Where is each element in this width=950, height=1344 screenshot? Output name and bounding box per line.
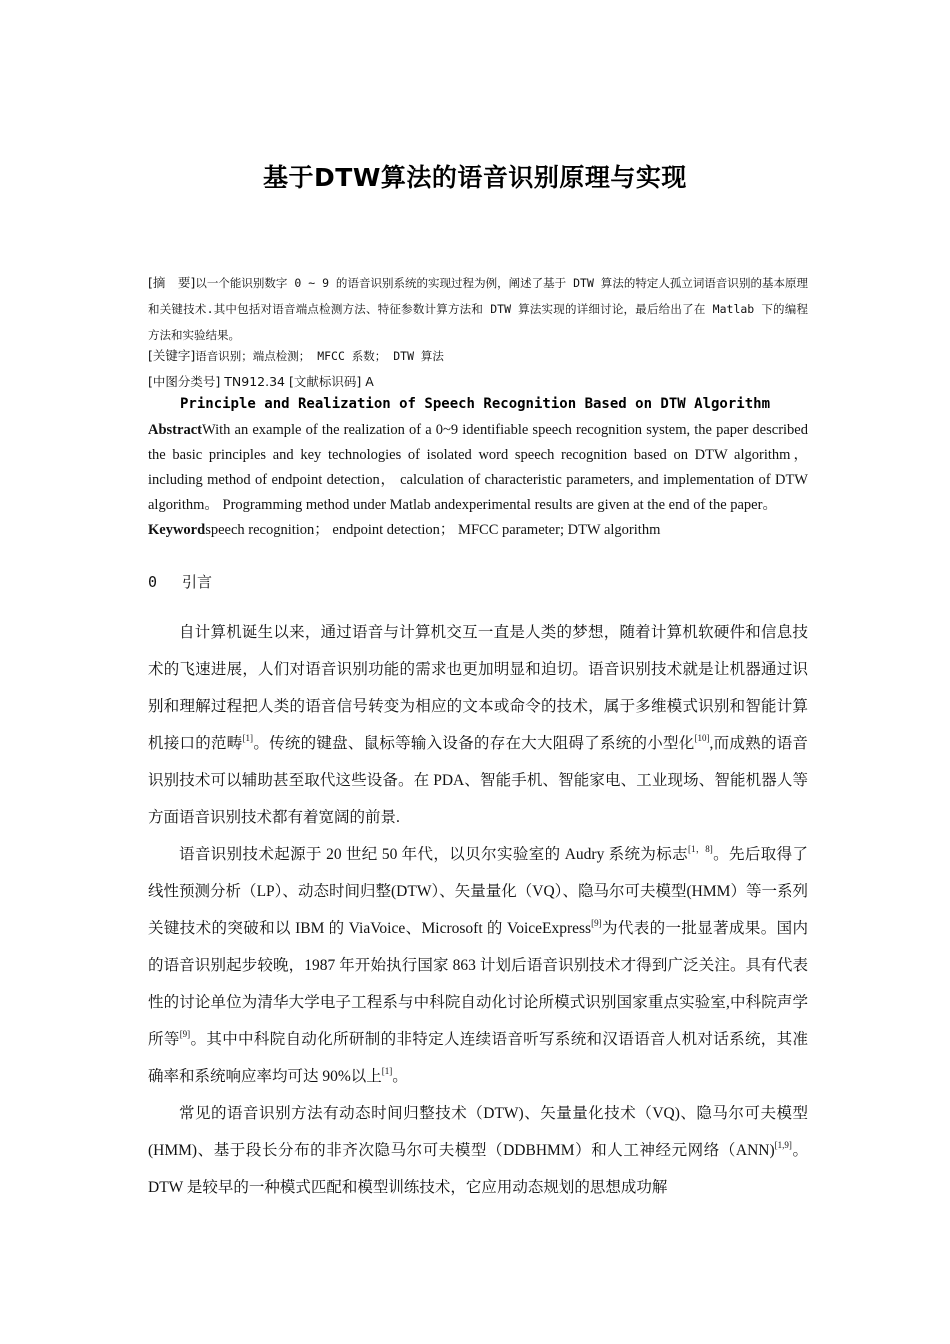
abstract-cn [148,270,808,348]
citation: [1，8] [687,844,713,854]
citation: [1] [242,733,254,743]
p2-text-c: 为代表的一批显著成果。国内的语音识别起步较晚，1987 年开始执行国家 863 计划后语音识别技术才得到广泛关注。具有代表性的讨论单位为清华大学电子工程系与中科院自动化讨论所模式识别国家重点实验室,中科院声学所等 [148,920,808,1048]
keywords-en-block [148,518,808,543]
abstract-en-text: With an example of the realization of a 0~9 identifiable speech recognition system, the paper described the basic principles and key technologies of isolated word speech recognition based on DTW algorithm，including method of endpoint detection， calculation of characteristic parameters, and implementation of DTW algorithm。 Programming method under Matlab andexperimental results are given at the end of the paper。 [148,422,808,513]
keywords-en-text: speech recognition； endpoint detection； MFCC parameter; DTW algorithm [205,522,661,538]
citation: [1,9] [774,1140,792,1150]
clc-label: [中图分类号] [148,374,221,389]
section-number: 0 [148,573,158,591]
abstract-cn-label: [摘 要] [148,275,196,290]
abstract-en-label: Abstract [148,422,202,438]
citation: [9] [591,918,602,928]
citation: [9] [179,1029,191,1039]
abstract-en-block [148,418,808,518]
keywords-cn [148,346,808,364]
paper-title: 基于DTW算法的语音识别原理与实现 [263,163,687,192]
p1-text-a: 自计算机诞生以来，通过语音与计算机交互一直是人类的梦想，随着计算机软硬件和信息技术的飞速进展，人们对语音识别功能的需求也更加明显和迫切。语音识别技术就是让机器通过识别和理解过程把人类的语音信号转变为相应的文本或命令的技术，属于多维模式识别和智能计算机接口的范畴 [148,624,808,752]
p3-text-a: 常见的语音识别方法有动态时间归整技术（DTW)、矢量量化技术（VQ)、隐马尔可夫模型(HMM)、基于段长分布的非齐次隐马尔可夫模型（DDBHMM）和人工神经元网络（ANN) [148,1105,808,1159]
classification-line [148,372,808,390]
paragraph-3 [148,1095,808,1206]
p1-text-b: 。传统的键盘、鼠标等输入设备的存在大大阻碍了系统的小型化 [253,735,695,752]
p3-text-b: 。DTW 是较早的一种模式匹配和模型训练技术，它应用动态规划的思想成功解 [148,1142,808,1196]
abstract-cn-text: 以一个能识别数字 0 ~ 9 的语音识别系统的实现过程为例，阐述了基于 DTW 算法的特定人孤立词语音识别的基本原理和关键技术.其中包括对语音端点检测方法、特征参数计算方法和 DTW 算法实现的详细讨论，最后给出了在 Matlab 下的编程方法和实验结果。 [148,276,808,342]
section-heading [148,571,212,592]
doc-code-label: [文献标识码] [288,374,362,389]
doc-code-value: A [365,374,374,389]
clc-value: TN912.34 [224,374,285,389]
citation: [10] [694,733,710,743]
p2-text-b: 。先后取得了线性预测分析（LP）、动态时间归整(DTW）、矢量量化（VQ）、隐马尔可夫模型(HMM）等一系列关键技术的突破和以 IBM 的 ViaVoice、Microsoft 的 VoiceExpress [148,846,809,937]
p2-text-e: 。 [392,1068,408,1085]
body-text [148,614,808,1206]
section-title: 引言 [182,573,213,591]
keywords-en-label: Keyword [148,522,206,538]
p1-text-c: ,而成熟的语音识别技术可以辅助甚至取代这些设备。在 PDA、智能手机、智能家电、工业现场、智能机器人等方面语音识别技术都有着宽阔的前景. [148,735,808,826]
abstract-en [148,418,808,543]
paragraph-2 [148,836,808,1095]
p2-text-d: 。其中中科院自动化所研制的非特定人连续语音听写系统和汉语语音人机对话系统，其准确率和系统响应率均可达 90%以上 [148,1031,808,1085]
p2-text-a: 语音识别技术起源于 20 世纪 50 年代，以贝尔实验室的 Audry 系统为标志 [179,846,688,863]
paragraph-1 [148,614,808,836]
keywords-cn-text: 语音识别；端点检测； MFCC 系数； DTW 算法 [195,349,444,363]
paper-title-en: Principle and Realization of Speech Recognition Based on DTW Algorithm [179,396,770,412]
keywords-cn-label: [关键字] [148,348,196,363]
citation: [1] [381,1066,393,1076]
